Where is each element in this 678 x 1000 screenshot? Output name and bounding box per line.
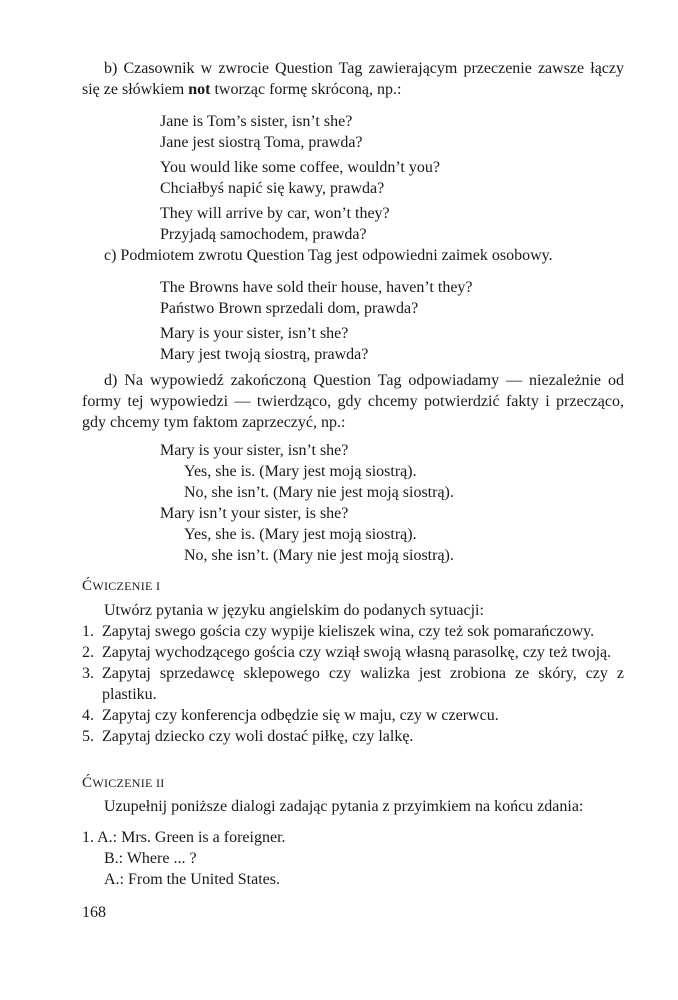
- section-b-text-before: b) Czasownik w zwrocie Question Tag zawierającym przeczenie zawsze łączy się ze słówkiem: [82, 60, 624, 98]
- page-number: 168: [82, 904, 106, 921]
- list-item: 1. Zapytaj swego gościa czy wypije kieliszek wina, czy też sok pomarańczowy.: [82, 623, 595, 640]
- example-line: Yes, she is. (Mary jest moją siostrą).: [184, 463, 417, 480]
- section-b-bold-word: not: [188, 81, 211, 98]
- exercise-1-intro: Utwórz pytania w języku angielskim do podanych sytuacji:: [104, 602, 484, 619]
- section-c-paragraph: [82, 245, 624, 266]
- example-line: Państwo Brown sprzedali dom, prawda?: [160, 300, 419, 317]
- example-line: No, she isn’t. (Mary nie jest moją siostrą).: [184, 547, 454, 564]
- example-line: Mary jest twoją siostrą, prawda?: [160, 346, 369, 363]
- example-line: Chciałbyś napić się kawy, prawda?: [160, 180, 385, 197]
- example-line: Przyjadą samochodem, prawda?: [160, 226, 367, 243]
- example-line: The Browns have sold their house, haven’t they?: [160, 279, 473, 296]
- list-item: 4. Zapytaj czy konferencja odbędzie się w maju, czy w czerwcu.: [82, 707, 499, 724]
- dialog-line: B.: Where ... ?: [104, 850, 197, 867]
- example-line: Jane jest siostrą Toma, prawda?: [160, 134, 363, 151]
- list-item: 2. Zapytaj wychodzącego gościa czy wziął swoją własną parasolkę, czy też twoją.: [82, 644, 612, 661]
- section-b-examples: [160, 111, 440, 245]
- dialog-line: A.: From the United States.: [104, 871, 280, 888]
- example-line: Yes, she is. (Mary jest moją siostrą).: [184, 526, 417, 543]
- example-line: They will arrive by car, won’t they?: [160, 205, 390, 222]
- exercise-2-dialog: [82, 827, 286, 890]
- section-c-examples: [160, 277, 473, 365]
- list-item: 5. Zapytaj dziecko czy woli dostać piłkę, czy lalkę.: [82, 728, 414, 745]
- list-item: 3. Zapytaj sprzedawcę sklepowego czy walizka jest zrobiona ze skóry, czy z plastiku.: [82, 665, 624, 703]
- section-b-text-after: tworząc formę skróconą, np.:: [210, 81, 402, 98]
- example-line: Jane is Tom’s sister, isn’t she?: [160, 113, 353, 130]
- example-line: Mary isn’t your sister, is she?: [160, 505, 349, 522]
- exercise-1-heading: ĆWICZENIE I: [82, 578, 161, 594]
- example-line: Mary is your sister, isn’t she?: [160, 325, 349, 342]
- exercise-2-intro: Uzupełnij poniższe dialogi zadając pytania z przyimkiem na końcu zdania:: [104, 798, 584, 815]
- section-d-examples: [160, 440, 454, 566]
- exercise-2-heading: ĆWICZENIE II: [82, 775, 165, 791]
- dialog-line: 1. A.: Mrs. Green is a foreigner.: [82, 829, 286, 846]
- exercise-1-list: [82, 621, 624, 747]
- example-line: You would like some coffee, wouldn’t you?: [160, 159, 440, 176]
- example-line: No, she isn’t. (Mary nie jest moją siostrą).: [184, 484, 454, 501]
- example-line: Mary is your sister, isn’t she?: [160, 442, 349, 459]
- section-d-text: d) Na wypowiedź zakończoną Question Tag odpowiadamy — niezależnie od formy tej wypowiedzi — twierdząco, gdy chcemy potwierdzić fakty i przecząco, gdy chcemy tym faktom zaprzeczyć, np.:: [82, 372, 624, 431]
- section-b-paragraph: [82, 58, 624, 100]
- section-d-paragraph: [82, 370, 624, 433]
- section-c-text: c) Podmiotem zwrotu Question Tag jest odpowiedni zaimek osobowy.: [104, 247, 553, 264]
